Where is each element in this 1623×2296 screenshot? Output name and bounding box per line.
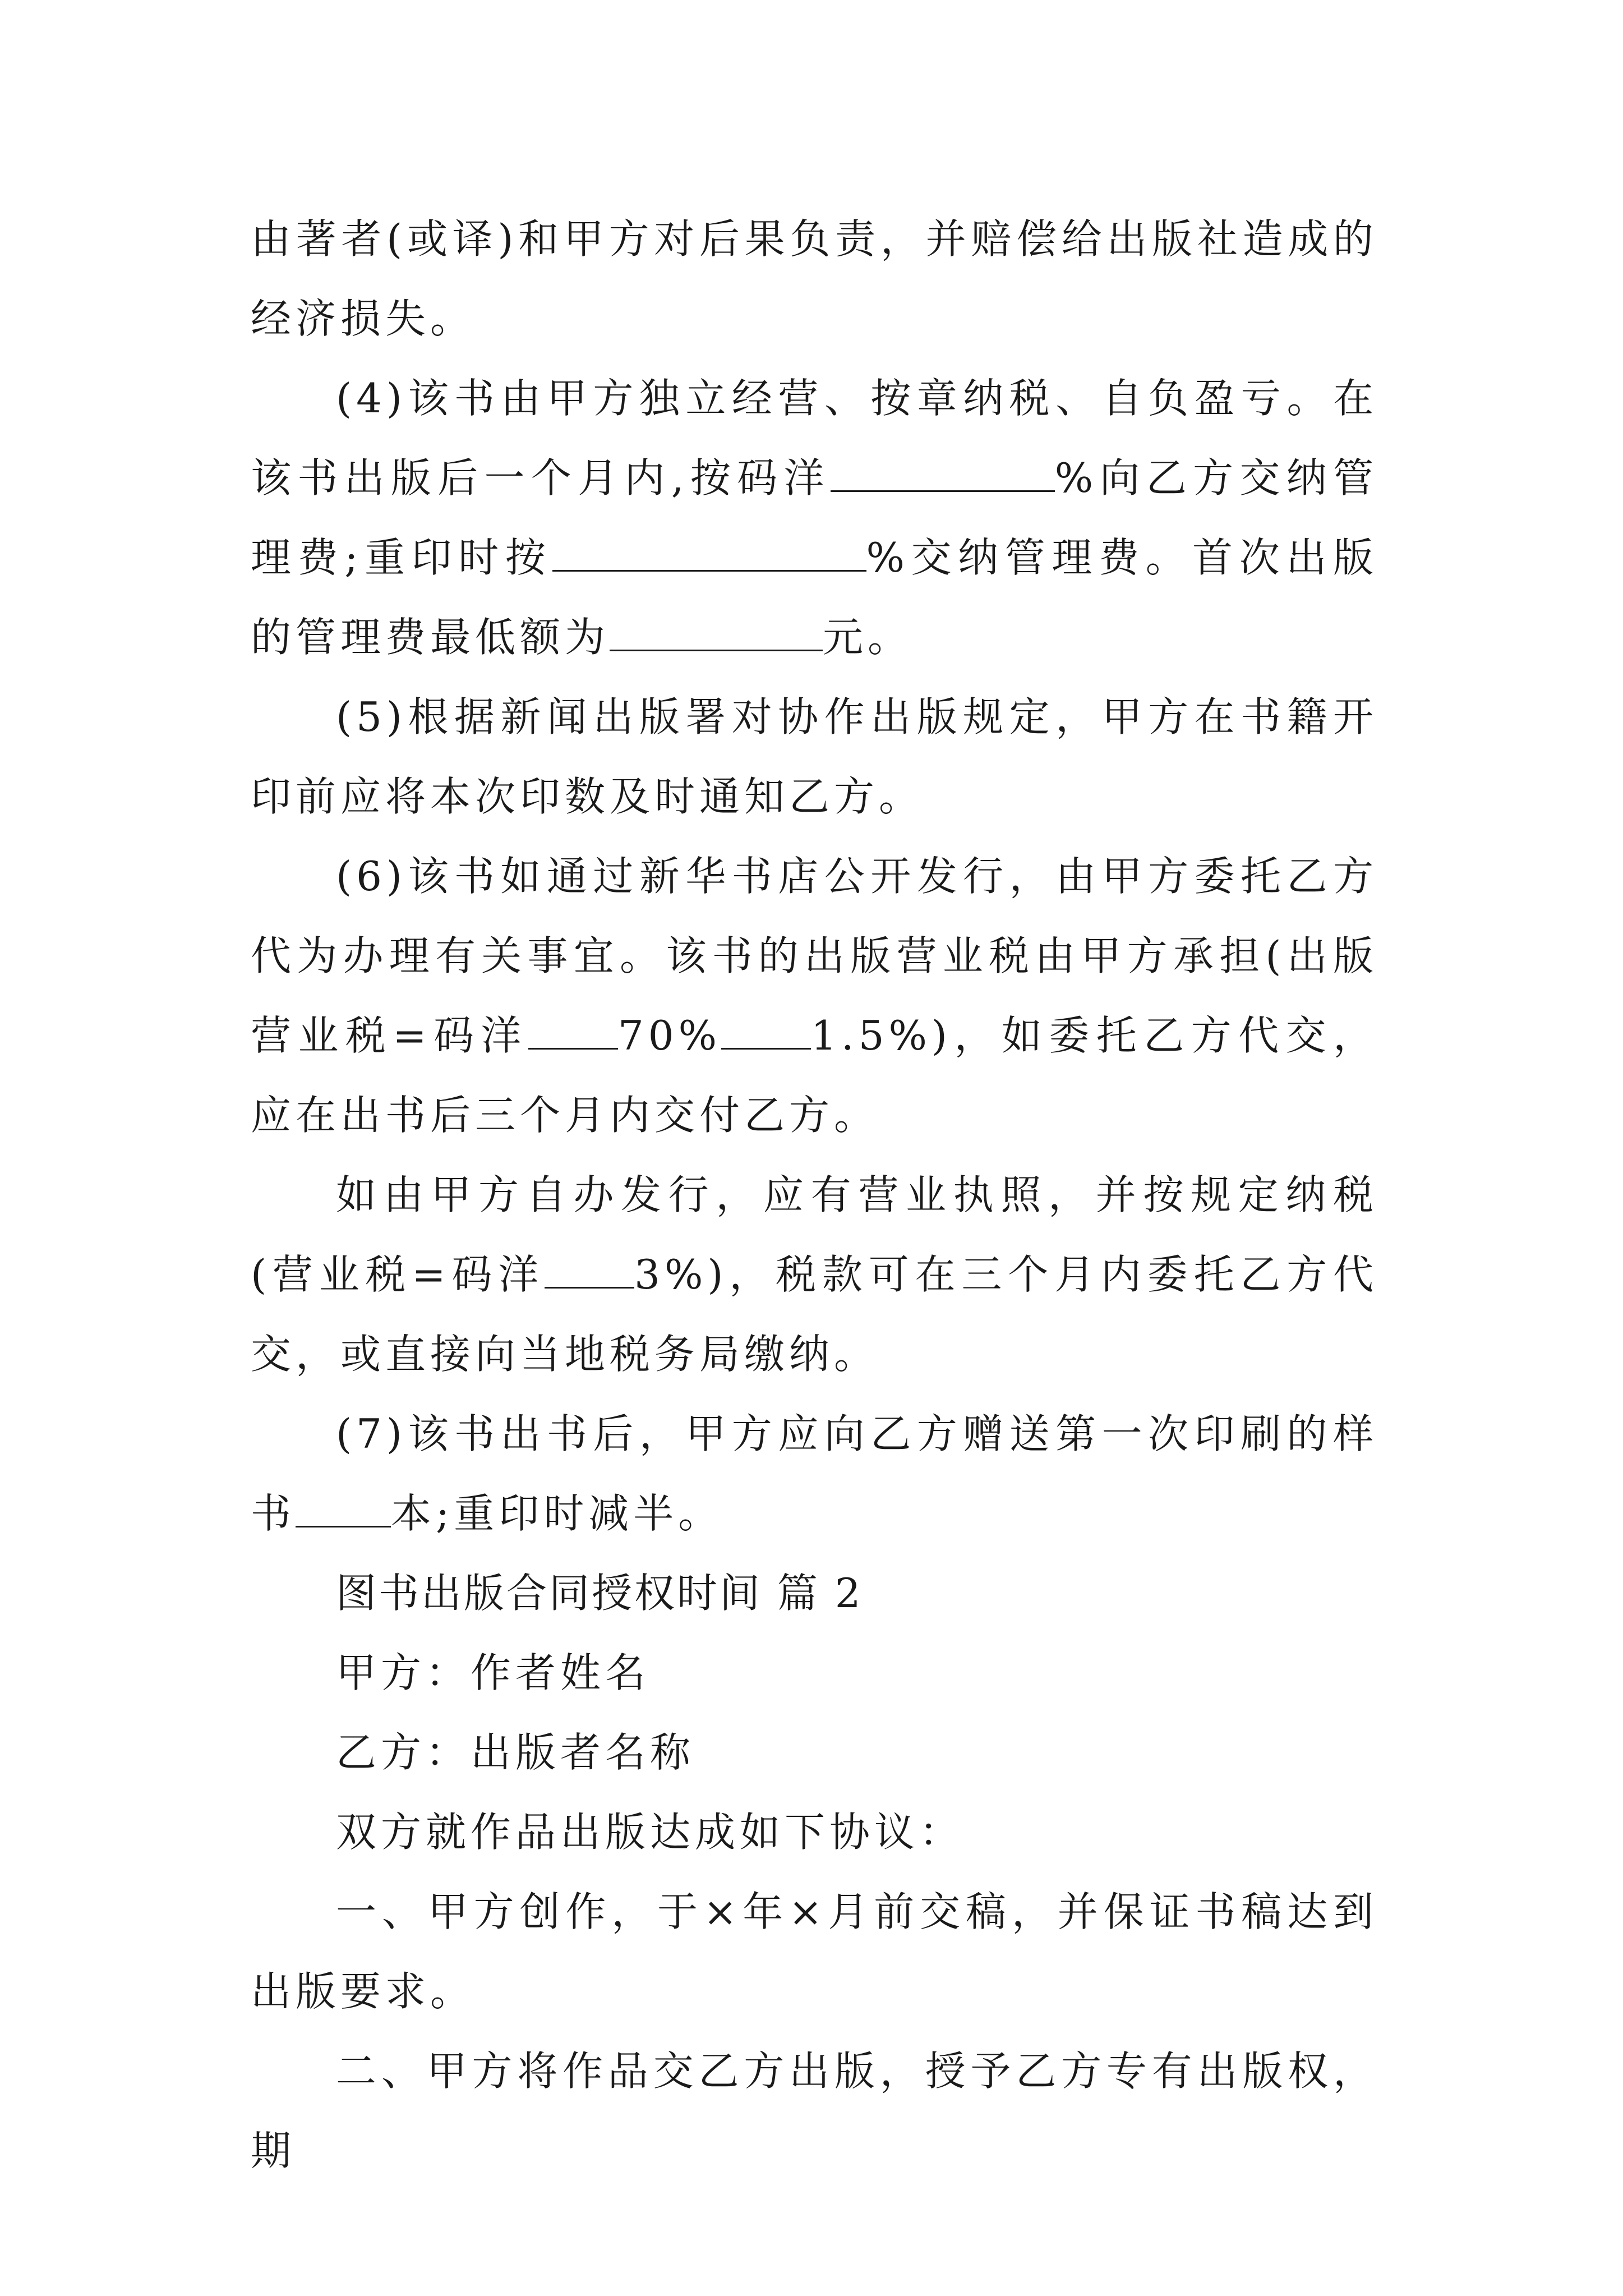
clause-7-text-a: (7)该书出书后，甲方应向乙方赠送第一次印刷的样书 (251, 1410, 1378, 1537)
self-distribution-text-b: 3%)，税款可在三个月内委托乙方代交，或直接向当地税务局缴纳。 (251, 1251, 1378, 1378)
blank-tax-multiplier-2 (721, 1013, 811, 1050)
clause-4-text-b: %向乙方交纳管理费;重印时按 (251, 454, 1378, 581)
party-b-line: 乙方：出版者名称 (336, 1729, 695, 1776)
clause-4-text-c: %交纳管理费。首次出版的管理费最低额为 (251, 534, 1378, 661)
paragraph-clause-5: (5)根据新闻出版署对协作出版规定，甲方在书籍开印前应将本次印数及时通知乙方。 (251, 693, 1378, 820)
paragraph-self-distribution (251, 1155, 1378, 1394)
agreement-intro: 双方就作品出版达成如下协议： (336, 1809, 965, 1856)
section-heading: 图书出版合同授权时间 篇 2 (336, 1570, 863, 1617)
blank-tax-multiplier-1 (528, 1013, 618, 1050)
self-distribution-text-a: 如由甲方自办发行，应有营业执照，并按规定纳税(营业税=码洋 (251, 1171, 1378, 1298)
paragraph-clause-4 (251, 358, 1378, 677)
paragraph-damages: 由著者(或译)和甲方对后果负责，并赔偿给出版社造成的经济损失。 (251, 215, 1378, 342)
blank-tax-multiplier-3 (545, 1252, 634, 1289)
blank-sample-book-count (296, 1491, 391, 1527)
blank-reprint-fee-rate (552, 535, 866, 572)
clause-two: 二、甲方将作品交乙方出版，授予乙方专有出版权，期 (251, 2047, 1378, 2174)
blank-management-fee-rate (831, 455, 1055, 492)
clause-one: 一、甲方创作，于×年×月前交稿，并保证书稿达到出版要求。 (251, 1888, 1378, 2015)
clause-4-text-d: 元。 (823, 614, 913, 661)
clause-6-text-a: (6)该书如通过新华书店公开发行，由甲方委托乙方代为办理有关事宜。该书的出版营业税由甲方承担(出版营业税=码洋 (251, 853, 1378, 1059)
paragraph-clause-7 (251, 1394, 1378, 1553)
clause-4-text-a: (4)该书由甲方独立经营、按章纳税、自负盈亏。在该书出版后一个月内,按码洋 (251, 375, 1378, 501)
blank-minimum-fee (610, 615, 823, 651)
clause-6-text-c: 1.5%)，如委托乙方代交，应在出书后三个月内交付乙方。 (251, 1012, 1378, 1139)
paragraph-clause-6 (251, 836, 1378, 1155)
clause-6-rate-70: 70% (617, 1012, 722, 1059)
clause-7-text-b: 本;重印时减半。 (391, 1490, 723, 1537)
document-body (251, 199, 1378, 2191)
party-a-line: 甲方：作者姓名 (336, 1649, 651, 1696)
